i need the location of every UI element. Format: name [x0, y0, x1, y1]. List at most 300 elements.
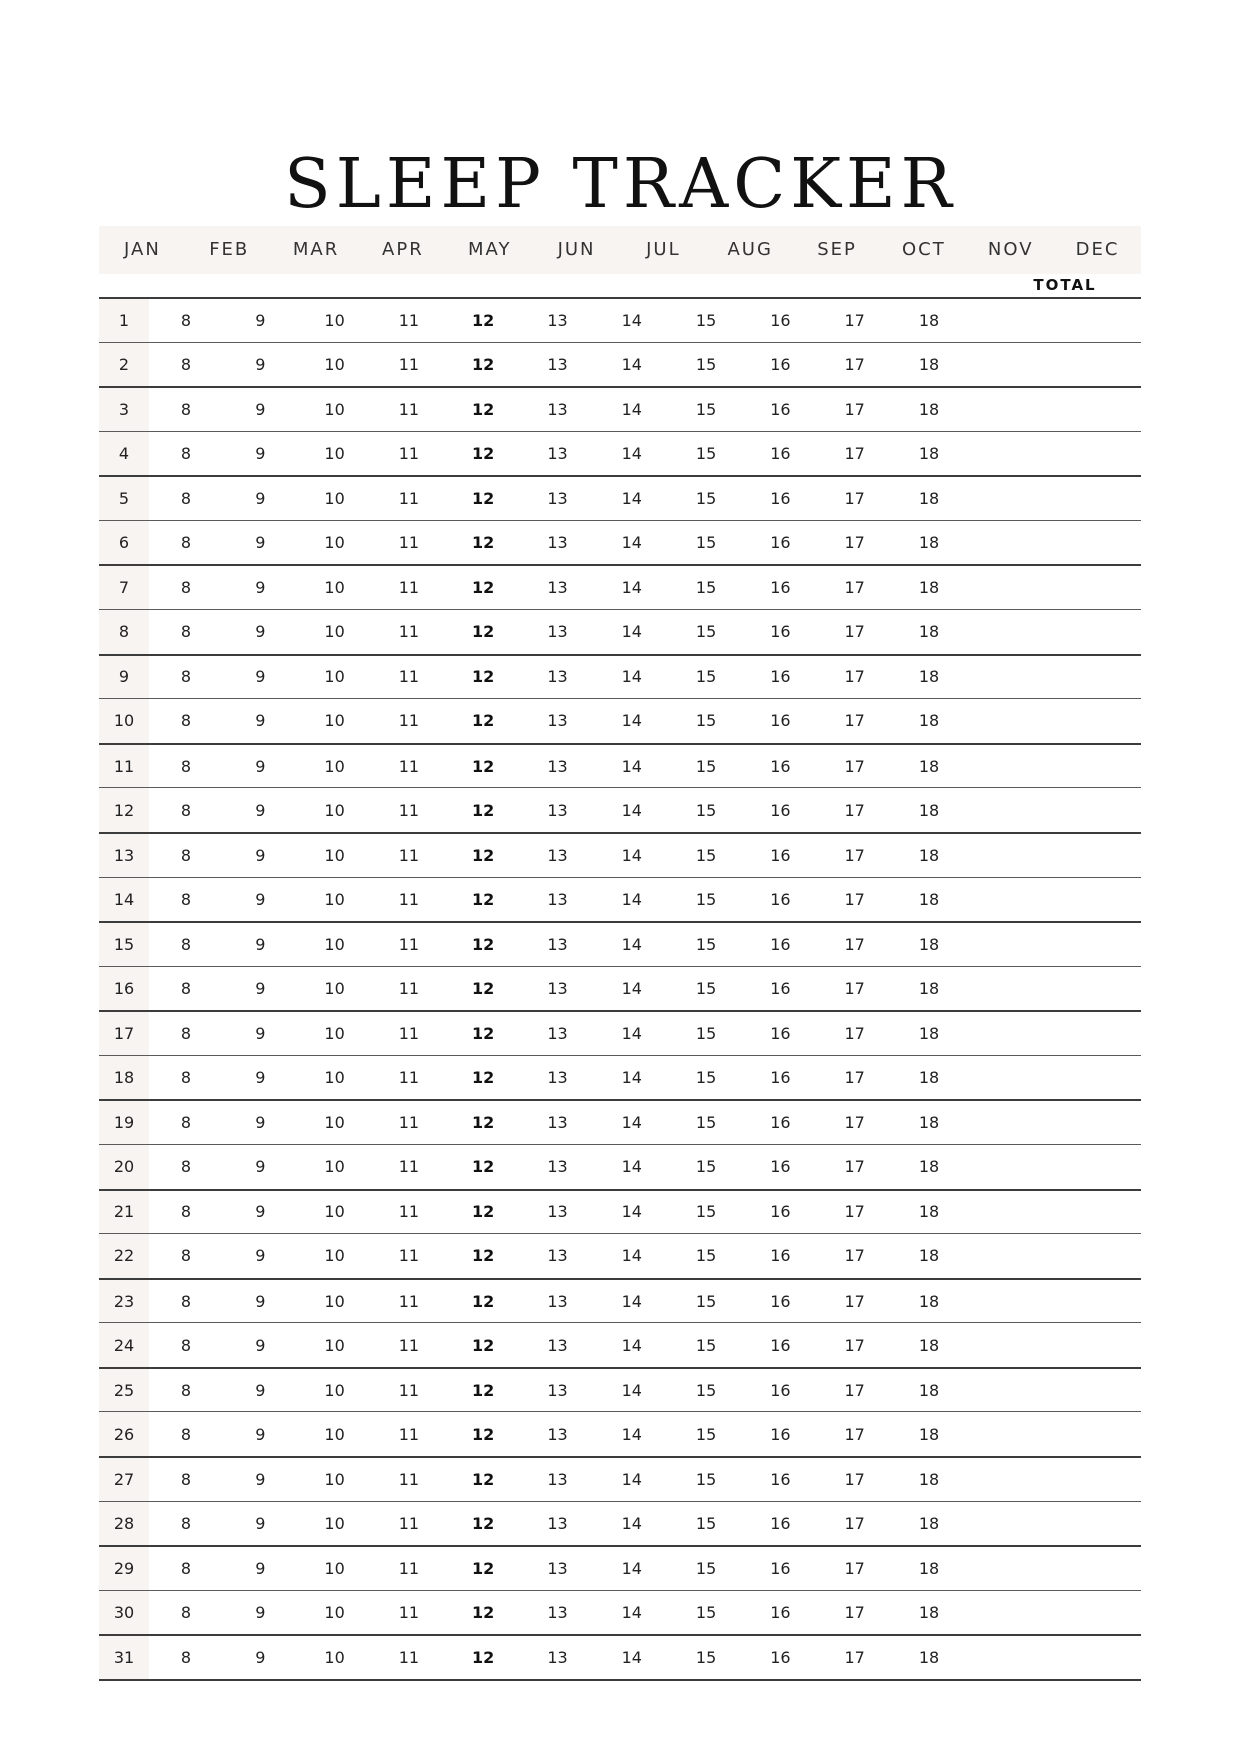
- hour-cell-12[interactable]: 12: [472, 934, 495, 954]
- hour-cell-12[interactable]: 12: [472, 444, 495, 464]
- hour-cell-8[interactable]: 8: [180, 1246, 192, 1266]
- hour-cell-15[interactable]: 15: [695, 354, 717, 374]
- hour-cell-10[interactable]: 10: [324, 310, 345, 330]
- hour-cell-8[interactable]: 8: [180, 622, 192, 642]
- hour-cell-18[interactable]: 18: [918, 578, 940, 598]
- hour-cell-12[interactable]: 12: [472, 622, 495, 642]
- hour-cell-15[interactable]: 15: [695, 756, 717, 776]
- hour-cell-16[interactable]: 16: [770, 489, 791, 509]
- hour-cell-17[interactable]: 17: [844, 800, 865, 820]
- hour-cell-10[interactable]: 10: [324, 1113, 345, 1133]
- month-sep[interactable]: SEP: [817, 239, 857, 260]
- hour-cell-11[interactable]: 11: [398, 1068, 420, 1088]
- hour-cell-14[interactable]: 14: [621, 1648, 642, 1668]
- hour-cell-12[interactable]: 12: [472, 889, 495, 909]
- hour-cell-12[interactable]: 12: [472, 845, 495, 865]
- hour-cell-18[interactable]: 18: [918, 622, 940, 642]
- hour-cell-15[interactable]: 15: [695, 399, 717, 419]
- hour-cell-11[interactable]: 11: [398, 399, 420, 419]
- hour-cell-16[interactable]: 16: [770, 1202, 791, 1222]
- hour-cell-13[interactable]: 13: [547, 934, 568, 954]
- hour-cell-10[interactable]: 10: [324, 889, 345, 909]
- hour-cell-16[interactable]: 16: [770, 889, 791, 909]
- hour-cell-13[interactable]: 13: [547, 489, 568, 509]
- hour-cell-17[interactable]: 17: [844, 756, 865, 776]
- hour-cell-11[interactable]: 11: [398, 711, 420, 731]
- hour-cell-17[interactable]: 17: [844, 578, 865, 598]
- hour-cell-8[interactable]: 8: [180, 578, 192, 598]
- hour-cell-14[interactable]: 14: [621, 1469, 642, 1489]
- hour-cell-15[interactable]: 15: [695, 711, 717, 731]
- hour-cell-16[interactable]: 16: [770, 934, 791, 954]
- hour-cell-13[interactable]: 13: [547, 1202, 568, 1222]
- hour-cell-17[interactable]: 17: [844, 444, 865, 464]
- hour-cell-10[interactable]: 10: [324, 800, 345, 820]
- hour-cell-16[interactable]: 16: [770, 1469, 791, 1489]
- hour-cell-10[interactable]: 10: [324, 934, 345, 954]
- hour-cell-18[interactable]: 18: [918, 1113, 940, 1133]
- hour-cell-17[interactable]: 17: [844, 889, 865, 909]
- hour-cell-13[interactable]: 13: [547, 444, 568, 464]
- hour-cell-9[interactable]: 9: [255, 756, 266, 776]
- hour-cell-14[interactable]: 14: [621, 978, 642, 998]
- hour-cell-12[interactable]: 12: [472, 1335, 495, 1355]
- hour-cell-11[interactable]: 11: [398, 889, 420, 909]
- hour-cell-15[interactable]: 15: [695, 1603, 717, 1623]
- hour-cell-18[interactable]: 18: [918, 489, 940, 509]
- hour-cell-9[interactable]: 9: [255, 1558, 266, 1578]
- hour-cell-8[interactable]: 8: [180, 399, 192, 419]
- hour-cell-11[interactable]: 11: [398, 667, 420, 687]
- hour-cell-14[interactable]: 14: [621, 578, 642, 598]
- hour-cell-15[interactable]: 15: [695, 1469, 717, 1489]
- hour-cell-9[interactable]: 9: [255, 1024, 266, 1044]
- hour-cell-11[interactable]: 11: [398, 1157, 420, 1177]
- hour-cell-10[interactable]: 10: [324, 756, 345, 776]
- hour-cell-8[interactable]: 8: [180, 1380, 192, 1400]
- hour-cell-16[interactable]: 16: [770, 310, 791, 330]
- hour-cell-13[interactable]: 13: [547, 1068, 568, 1088]
- hour-cell-16[interactable]: 16: [770, 756, 791, 776]
- hour-cell-17[interactable]: 17: [844, 711, 865, 731]
- hour-cell-8[interactable]: 8: [180, 310, 192, 330]
- hour-cell-13[interactable]: 13: [547, 1648, 568, 1668]
- hour-cell-15[interactable]: 15: [695, 622, 717, 642]
- month-dec[interactable]: DEC: [1075, 239, 1120, 260]
- month-mar[interactable]: MAR: [292, 239, 340, 260]
- hour-cell-16[interactable]: 16: [770, 1024, 791, 1044]
- hour-cell-8[interactable]: 8: [180, 978, 192, 998]
- hour-cell-15[interactable]: 15: [695, 1291, 717, 1311]
- hour-cell-10[interactable]: 10: [324, 578, 345, 598]
- hour-cell-17[interactable]: 17: [844, 1424, 865, 1444]
- hour-cell-18[interactable]: 18: [918, 711, 940, 731]
- hour-cell-18[interactable]: 18: [918, 1424, 940, 1444]
- hour-cell-17[interactable]: 17: [844, 1513, 865, 1533]
- hour-cell-8[interactable]: 8: [180, 1469, 192, 1489]
- hour-cell-9[interactable]: 9: [255, 622, 266, 642]
- hour-cell-18[interactable]: 18: [918, 1335, 940, 1355]
- hour-cell-10[interactable]: 10: [324, 1157, 345, 1177]
- hour-cell-16[interactable]: 16: [770, 1246, 791, 1266]
- hour-cell-11[interactable]: 11: [398, 845, 420, 865]
- hour-cell-8[interactable]: 8: [180, 667, 192, 687]
- hour-cell-13[interactable]: 13: [547, 578, 568, 598]
- hour-cell-13[interactable]: 13: [547, 1380, 568, 1400]
- hour-cell-13[interactable]: 13: [547, 1113, 568, 1133]
- hour-cell-13[interactable]: 13: [547, 889, 568, 909]
- hour-cell-12[interactable]: 12: [472, 756, 495, 776]
- hour-cell-12[interactable]: 12: [472, 667, 495, 687]
- hour-cell-15[interactable]: 15: [695, 1380, 717, 1400]
- hour-cell-10[interactable]: 10: [324, 1068, 345, 1088]
- hour-cell-17[interactable]: 17: [844, 1291, 865, 1311]
- hour-cell-14[interactable]: 14: [621, 1424, 642, 1444]
- hour-cell-10[interactable]: 10: [324, 711, 345, 731]
- hour-cell-8[interactable]: 8: [180, 800, 192, 820]
- hour-cell-18[interactable]: 18: [918, 667, 940, 687]
- hour-cell-9[interactable]: 9: [255, 1157, 266, 1177]
- hour-cell-18[interactable]: 18: [918, 1513, 940, 1533]
- hour-cell-14[interactable]: 14: [621, 1513, 642, 1533]
- hour-cell-9[interactable]: 9: [255, 934, 266, 954]
- hour-cell-11[interactable]: 11: [398, 1648, 420, 1668]
- hour-cell-11[interactable]: 11: [398, 1291, 420, 1311]
- hour-cell-18[interactable]: 18: [918, 1202, 940, 1222]
- hour-cell-8[interactable]: 8: [180, 845, 192, 865]
- hour-cell-15[interactable]: 15: [695, 889, 717, 909]
- hour-cell-18[interactable]: 18: [918, 1380, 940, 1400]
- hour-cell-18[interactable]: 18: [918, 1469, 940, 1489]
- hour-cell-9[interactable]: 9: [255, 711, 266, 731]
- hour-cell-9[interactable]: 9: [255, 1291, 266, 1311]
- hour-cell-13[interactable]: 13: [547, 354, 568, 374]
- hour-cell-14[interactable]: 14: [621, 444, 642, 464]
- hour-cell-12[interactable]: 12: [472, 1024, 495, 1044]
- hour-cell-10[interactable]: 10: [324, 622, 345, 642]
- hour-cell-11[interactable]: 11: [398, 444, 420, 464]
- hour-cell-11[interactable]: 11: [398, 1603, 420, 1623]
- month-feb[interactable]: FEB: [209, 239, 250, 260]
- hour-cell-11[interactable]: 11: [398, 1424, 420, 1444]
- hour-cell-18[interactable]: 18: [918, 310, 940, 330]
- hour-cell-12[interactable]: 12: [472, 1246, 495, 1266]
- hour-cell-9[interactable]: 9: [255, 800, 266, 820]
- hour-cell-13[interactable]: 13: [547, 1157, 568, 1177]
- hour-cell-10[interactable]: 10: [324, 533, 345, 553]
- hour-cell-15[interactable]: 15: [695, 1335, 717, 1355]
- hour-cell-14[interactable]: 14: [621, 622, 642, 642]
- hour-cell-10[interactable]: 10: [324, 1335, 345, 1355]
- hour-cell-9[interactable]: 9: [255, 310, 266, 330]
- hour-cell-18[interactable]: 18: [918, 978, 940, 998]
- hour-cell-12[interactable]: 12: [472, 800, 495, 820]
- hour-cell-8[interactable]: 8: [180, 1024, 192, 1044]
- hour-cell-16[interactable]: 16: [770, 1335, 791, 1355]
- hour-cell-17[interactable]: 17: [844, 489, 865, 509]
- hour-cell-8[interactable]: 8: [180, 1113, 192, 1133]
- hour-cell-16[interactable]: 16: [770, 1513, 791, 1533]
- hour-cell-8[interactable]: 8: [180, 1424, 192, 1444]
- hour-cell-18[interactable]: 18: [918, 800, 940, 820]
- hour-cell-8[interactable]: 8: [180, 1068, 192, 1088]
- hour-cell-11[interactable]: 11: [398, 800, 420, 820]
- hour-cell-14[interactable]: 14: [621, 756, 642, 776]
- hour-cell-13[interactable]: 13: [547, 1246, 568, 1266]
- hour-cell-10[interactable]: 10: [324, 845, 345, 865]
- hour-cell-13[interactable]: 13: [547, 711, 568, 731]
- hour-cell-16[interactable]: 16: [770, 533, 791, 553]
- hour-cell-11[interactable]: 11: [398, 1558, 420, 1578]
- hour-cell-16[interactable]: 16: [770, 1157, 791, 1177]
- hour-cell-12[interactable]: 12: [472, 1113, 495, 1133]
- hour-cell-10[interactable]: 10: [324, 1603, 345, 1623]
- hour-cell-12[interactable]: 12: [472, 1558, 495, 1578]
- hour-cell-8[interactable]: 8: [180, 1558, 192, 1578]
- hour-cell-17[interactable]: 17: [844, 1246, 865, 1266]
- hour-cell-10[interactable]: 10: [324, 1380, 345, 1400]
- hour-cell-12[interactable]: 12: [472, 489, 495, 509]
- hour-cell-13[interactable]: 13: [547, 1469, 568, 1489]
- hour-cell-18[interactable]: 18: [918, 354, 940, 374]
- hour-cell-13[interactable]: 13: [547, 399, 568, 419]
- hour-cell-18[interactable]: 18: [918, 1157, 940, 1177]
- hour-cell-9[interactable]: 9: [255, 399, 266, 419]
- hour-cell-17[interactable]: 17: [844, 310, 865, 330]
- hour-cell-17[interactable]: 17: [844, 667, 865, 687]
- hour-cell-11[interactable]: 11: [398, 622, 420, 642]
- hour-cell-13[interactable]: 13: [547, 845, 568, 865]
- hour-cell-16[interactable]: 16: [770, 444, 791, 464]
- hour-cell-18[interactable]: 18: [918, 1024, 940, 1044]
- hour-cell-8[interactable]: 8: [180, 1513, 192, 1533]
- month-may[interactable]: MAY: [468, 239, 512, 260]
- hour-cell-13[interactable]: 13: [547, 533, 568, 553]
- hour-cell-12[interactable]: 12: [472, 399, 495, 419]
- hour-cell-9[interactable]: 9: [255, 489, 266, 509]
- hour-cell-15[interactable]: 15: [695, 310, 717, 330]
- hour-cell-9[interactable]: 9: [255, 1469, 266, 1489]
- hour-cell-15[interactable]: 15: [695, 1113, 717, 1133]
- hour-cell-14[interactable]: 14: [621, 889, 642, 909]
- hour-cell-11[interactable]: 11: [398, 578, 420, 598]
- hour-cell-17[interactable]: 17: [844, 845, 865, 865]
- hour-cell-18[interactable]: 18: [918, 889, 940, 909]
- hour-cell-18[interactable]: 18: [918, 934, 940, 954]
- hour-cell-12[interactable]: 12: [472, 354, 495, 374]
- hour-cell-16[interactable]: 16: [770, 399, 791, 419]
- hour-cell-14[interactable]: 14: [621, 1380, 642, 1400]
- hour-cell-11[interactable]: 11: [398, 310, 420, 330]
- hour-cell-13[interactable]: 13: [547, 800, 568, 820]
- hour-cell-15[interactable]: 15: [695, 1157, 717, 1177]
- hour-cell-9[interactable]: 9: [255, 1648, 266, 1668]
- hour-cell-10[interactable]: 10: [324, 667, 345, 687]
- hour-cell-8[interactable]: 8: [180, 1202, 192, 1222]
- hour-cell-14[interactable]: 14: [621, 1157, 642, 1177]
- month-apr[interactable]: APR: [382, 239, 424, 260]
- hour-cell-12[interactable]: 12: [472, 1648, 495, 1668]
- hour-cell-15[interactable]: 15: [695, 1024, 717, 1044]
- hour-cell-13[interactable]: 13: [547, 1024, 568, 1044]
- hour-cell-14[interactable]: 14: [621, 1603, 642, 1623]
- hour-cell-18[interactable]: 18: [918, 1648, 940, 1668]
- hour-cell-8[interactable]: 8: [180, 756, 192, 776]
- hour-cell-10[interactable]: 10: [324, 399, 345, 419]
- hour-cell-10[interactable]: 10: [324, 1558, 345, 1578]
- hour-cell-10[interactable]: 10: [324, 1513, 345, 1533]
- hour-cell-8[interactable]: 8: [180, 1157, 192, 1177]
- hour-cell-13[interactable]: 13: [547, 1335, 568, 1355]
- hour-cell-8[interactable]: 8: [180, 889, 192, 909]
- hour-cell-15[interactable]: 15: [695, 578, 717, 598]
- hour-cell-18[interactable]: 18: [918, 1291, 940, 1311]
- hour-cell-10[interactable]: 10: [324, 1202, 345, 1222]
- hour-cell-12[interactable]: 12: [472, 533, 495, 553]
- hour-cell-11[interactable]: 11: [398, 1513, 420, 1533]
- hour-cell-13[interactable]: 13: [547, 1424, 568, 1444]
- hour-cell-13[interactable]: 13: [547, 978, 568, 998]
- hour-cell-14[interactable]: 14: [621, 1246, 642, 1266]
- hour-cell-9[interactable]: 9: [255, 1335, 266, 1355]
- hour-cell-17[interactable]: 17: [844, 1469, 865, 1489]
- hour-cell-17[interactable]: 17: [844, 1157, 865, 1177]
- hour-cell-15[interactable]: 15: [695, 845, 717, 865]
- hour-cell-15[interactable]: 15: [695, 1068, 717, 1088]
- hour-cell-13[interactable]: 13: [547, 756, 568, 776]
- hour-cell-15[interactable]: 15: [695, 800, 717, 820]
- hour-cell-9[interactable]: 9: [255, 444, 266, 464]
- hour-cell-16[interactable]: 16: [770, 1113, 791, 1133]
- hour-cell-12[interactable]: 12: [472, 1603, 495, 1623]
- hour-cell-18[interactable]: 18: [918, 1603, 940, 1623]
- hour-cell-15[interactable]: 15: [695, 1513, 717, 1533]
- hour-cell-8[interactable]: 8: [180, 489, 192, 509]
- hour-cell-12[interactable]: 12: [472, 1424, 495, 1444]
- month-oct[interactable]: OCT: [902, 239, 946, 260]
- hour-cell-12[interactable]: 12: [472, 978, 495, 998]
- hour-cell-9[interactable]: 9: [255, 1513, 266, 1533]
- hour-cell-8[interactable]: 8: [180, 934, 192, 954]
- hour-cell-15[interactable]: 15: [695, 444, 717, 464]
- hour-cell-16[interactable]: 16: [770, 1648, 791, 1668]
- hour-cell-18[interactable]: 18: [918, 1068, 940, 1088]
- hour-cell-14[interactable]: 14: [621, 1202, 642, 1222]
- hour-cell-16[interactable]: 16: [770, 1291, 791, 1311]
- hour-cell-15[interactable]: 15: [695, 978, 717, 998]
- hour-cell-11[interactable]: 11: [398, 1202, 420, 1222]
- hour-cell-11[interactable]: 11: [398, 1380, 420, 1400]
- hour-cell-8[interactable]: 8: [180, 1603, 192, 1623]
- hour-cell-17[interactable]: 17: [844, 1603, 865, 1623]
- hour-cell-15[interactable]: 15: [695, 1424, 717, 1444]
- hour-cell-17[interactable]: 17: [844, 1380, 865, 1400]
- hour-cell-12[interactable]: 12: [472, 1469, 495, 1489]
- hour-cell-18[interactable]: 18: [918, 444, 940, 464]
- hour-cell-8[interactable]: 8: [180, 1291, 192, 1311]
- hour-cell-9[interactable]: 9: [255, 354, 266, 374]
- hour-cell-17[interactable]: 17: [844, 1648, 865, 1668]
- hour-cell-9[interactable]: 9: [255, 667, 266, 687]
- hour-cell-11[interactable]: 11: [398, 934, 420, 954]
- hour-cell-13[interactable]: 13: [547, 1558, 568, 1578]
- hour-cell-11[interactable]: 11: [398, 978, 420, 998]
- month-jun[interactable]: JUN: [557, 239, 596, 260]
- hour-cell-17[interactable]: 17: [844, 1113, 865, 1133]
- hour-cell-14[interactable]: 14: [621, 1558, 642, 1578]
- hour-cell-9[interactable]: 9: [255, 1246, 266, 1266]
- hour-cell-14[interactable]: 14: [621, 934, 642, 954]
- hour-cell-14[interactable]: 14: [621, 489, 642, 509]
- hour-cell-13[interactable]: 13: [547, 310, 568, 330]
- hour-cell-15[interactable]: 15: [695, 1648, 717, 1668]
- hour-cell-10[interactable]: 10: [324, 1648, 345, 1668]
- hour-cell-12[interactable]: 12: [472, 310, 495, 330]
- hour-cell-16[interactable]: 16: [770, 578, 791, 598]
- hour-cell-11[interactable]: 11: [398, 1469, 420, 1489]
- hour-cell-16[interactable]: 16: [770, 711, 791, 731]
- hour-cell-12[interactable]: 12: [472, 1513, 495, 1533]
- hour-cell-14[interactable]: 14: [621, 1024, 642, 1044]
- hour-cell-17[interactable]: 17: [844, 354, 865, 374]
- hour-cell-10[interactable]: 10: [324, 1246, 345, 1266]
- hour-cell-13[interactable]: 13: [547, 1291, 568, 1311]
- hour-cell-13[interactable]: 13: [547, 1513, 568, 1533]
- hour-cell-14[interactable]: 14: [621, 711, 642, 731]
- hour-cell-13[interactable]: 13: [547, 667, 568, 687]
- hour-cell-18[interactable]: 18: [918, 845, 940, 865]
- hour-cell-9[interactable]: 9: [255, 533, 266, 553]
- hour-cell-14[interactable]: 14: [621, 310, 642, 330]
- hour-cell-18[interactable]: 18: [918, 1558, 940, 1578]
- hour-cell-10[interactable]: 10: [324, 444, 345, 464]
- hour-cell-17[interactable]: 17: [844, 978, 865, 998]
- hour-cell-9[interactable]: 9: [255, 1424, 266, 1444]
- hour-cell-17[interactable]: 17: [844, 1558, 865, 1578]
- hour-cell-12[interactable]: 12: [472, 1291, 495, 1311]
- hour-cell-17[interactable]: 17: [844, 533, 865, 553]
- hour-cell-9[interactable]: 9: [255, 1113, 266, 1133]
- hour-cell-9[interactable]: 9: [255, 1603, 266, 1623]
- hour-cell-9[interactable]: 9: [255, 978, 266, 998]
- hour-cell-15[interactable]: 15: [695, 489, 717, 509]
- hour-cell-16[interactable]: 16: [770, 1558, 791, 1578]
- hour-cell-10[interactable]: 10: [324, 489, 345, 509]
- hour-cell-15[interactable]: 15: [695, 667, 717, 687]
- hour-cell-9[interactable]: 9: [255, 1068, 266, 1088]
- hour-cell-12[interactable]: 12: [472, 1068, 495, 1088]
- hour-cell-11[interactable]: 11: [398, 489, 420, 509]
- hour-cell-15[interactable]: 15: [695, 1246, 717, 1266]
- hour-cell-16[interactable]: 16: [770, 1603, 791, 1623]
- hour-cell-8[interactable]: 8: [180, 711, 192, 731]
- hour-cell-11[interactable]: 11: [398, 1113, 420, 1133]
- hour-cell-9[interactable]: 9: [255, 845, 266, 865]
- hour-cell-17[interactable]: 17: [844, 1335, 865, 1355]
- hour-cell-12[interactable]: 12: [472, 711, 495, 731]
- hour-cell-16[interactable]: 16: [770, 667, 791, 687]
- hour-cell-11[interactable]: 11: [398, 1335, 420, 1355]
- hour-cell-8[interactable]: 8: [180, 444, 192, 464]
- hour-cell-11[interactable]: 11: [398, 1246, 420, 1266]
- hour-cell-11[interactable]: 11: [398, 533, 420, 553]
- month-jul[interactable]: JUL: [646, 239, 681, 260]
- month-aug[interactable]: AUG: [727, 239, 773, 260]
- hour-cell-17[interactable]: 17: [844, 1068, 865, 1088]
- hour-cell-9[interactable]: 9: [255, 578, 266, 598]
- hour-cell-17[interactable]: 17: [844, 399, 865, 419]
- hour-cell-16[interactable]: 16: [770, 1380, 791, 1400]
